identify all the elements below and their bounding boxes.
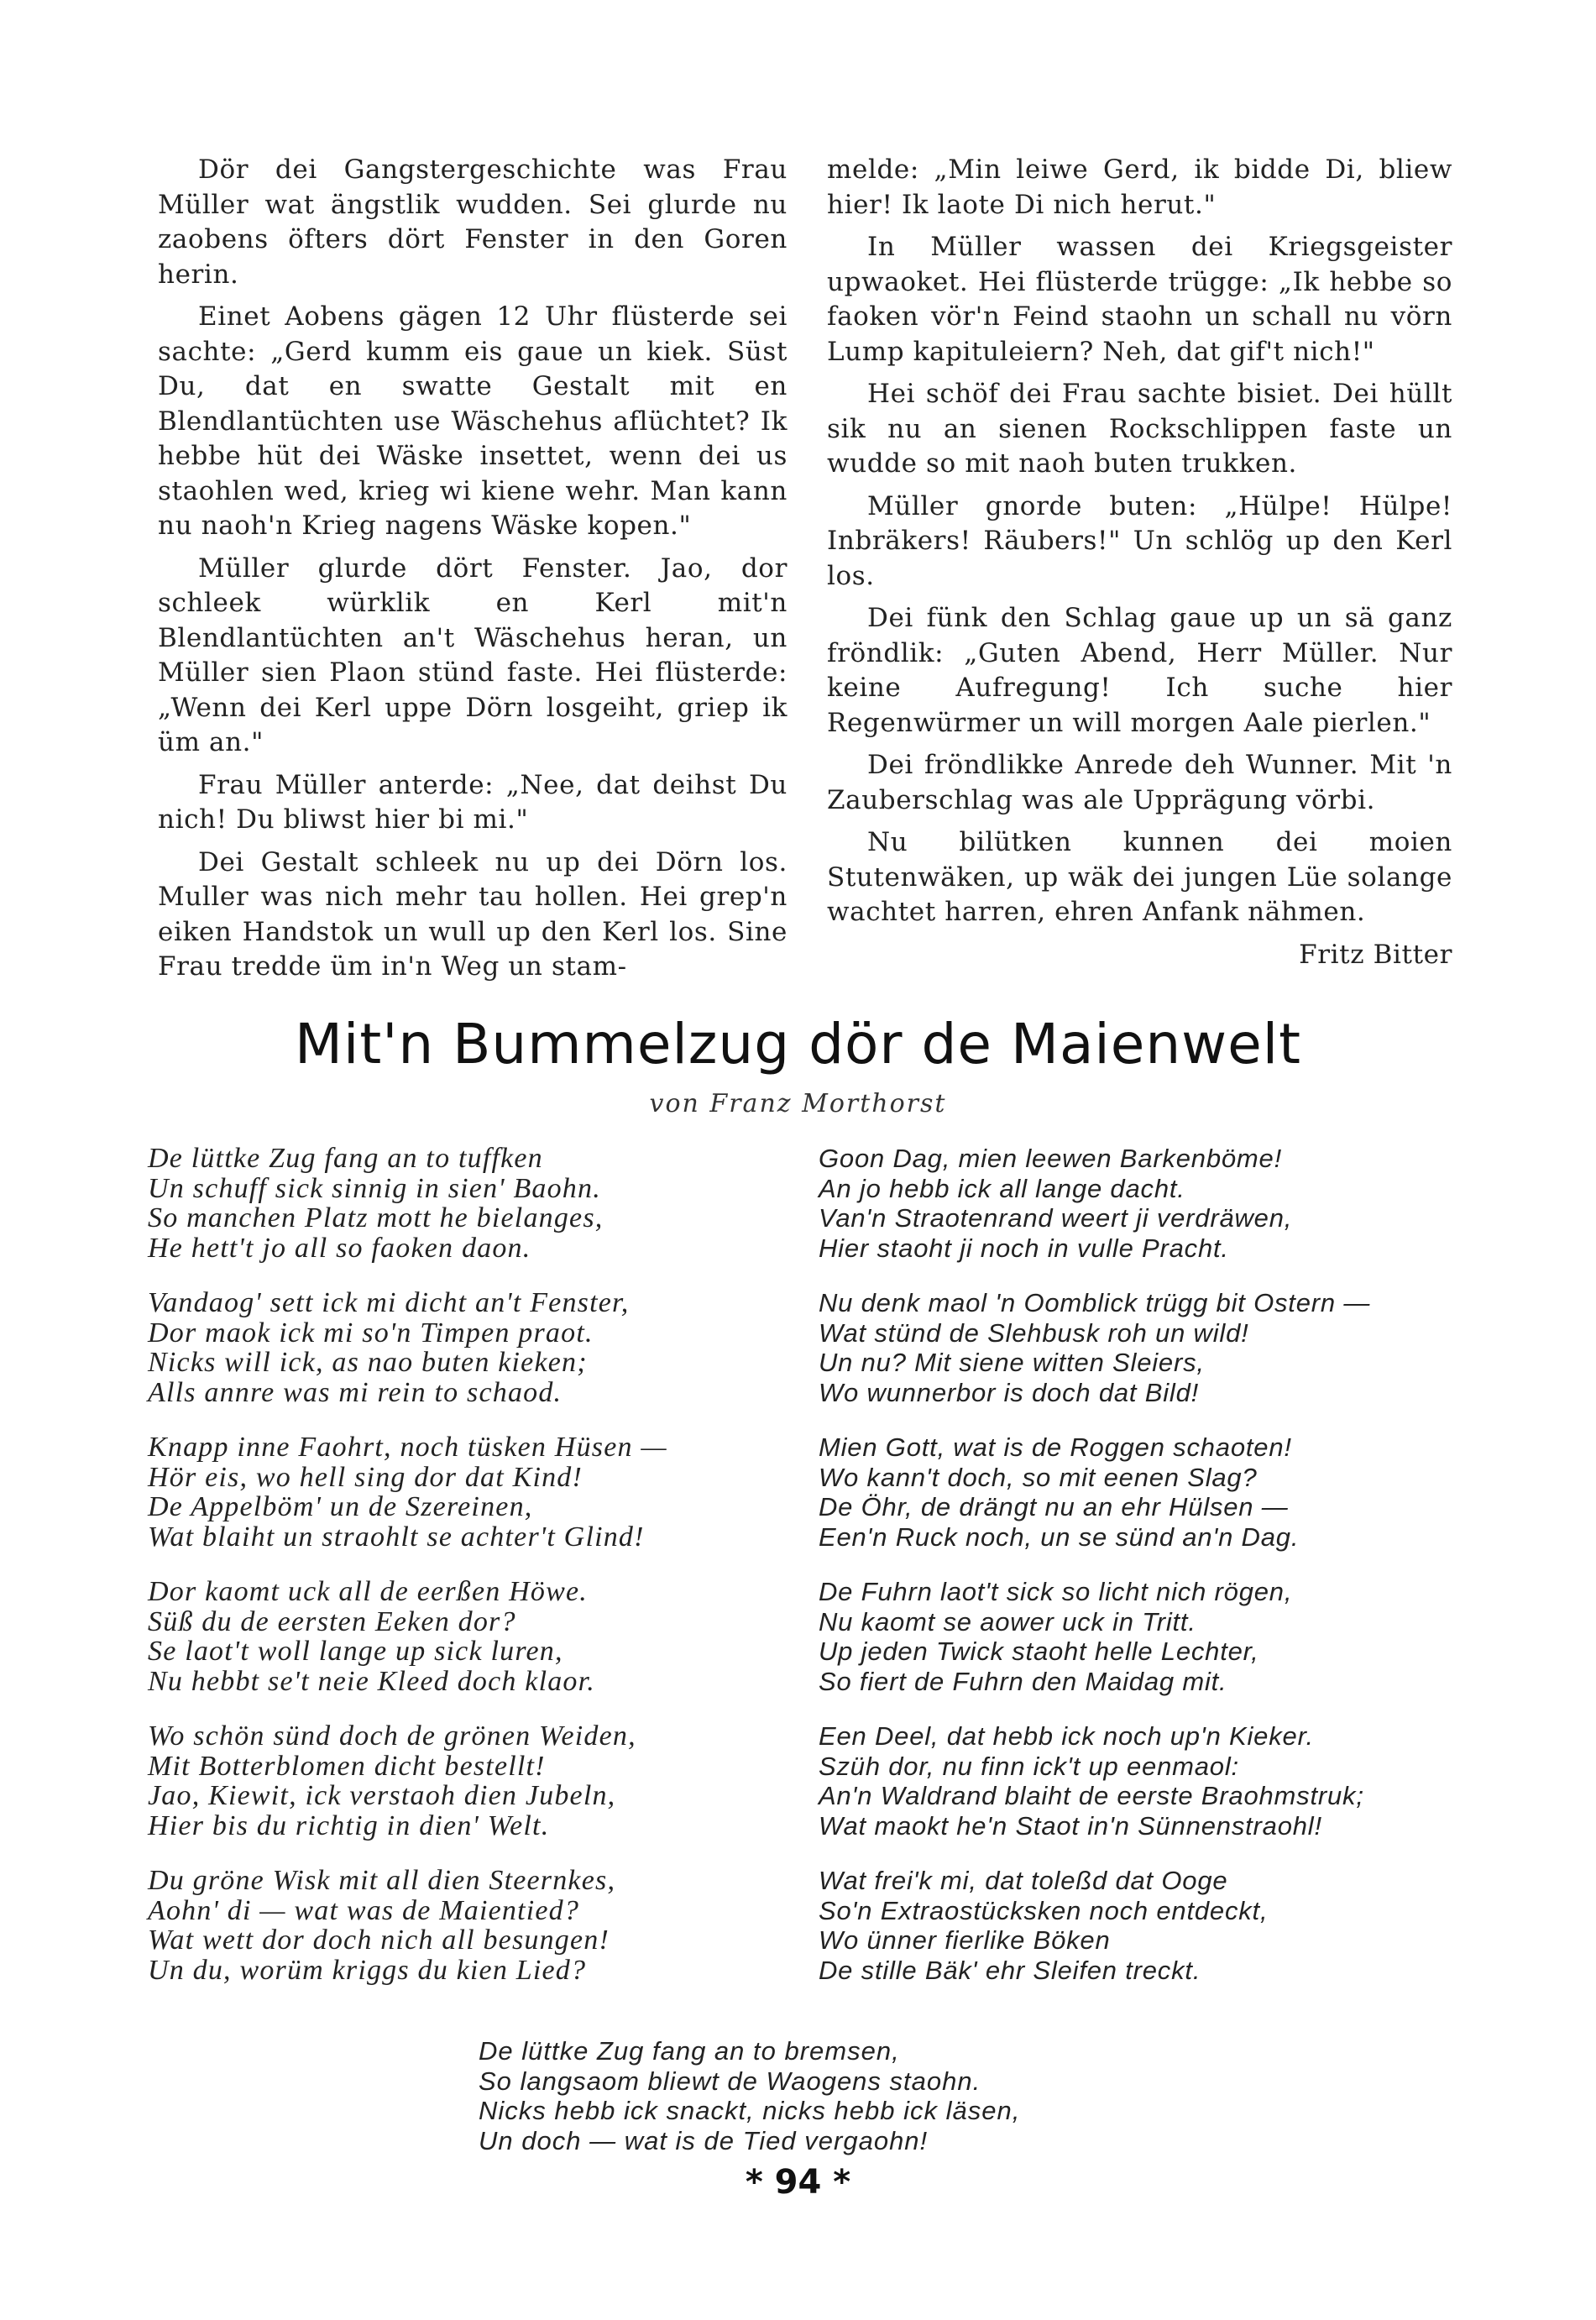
poem-line: Nicks hebb ick snackt, nicks hebb ick läsen, [479, 2096, 1021, 2125]
poem-line: De Öhr, de drängt nu an ehr Hülsen — [819, 1492, 1289, 1521]
poem-line: De Appelböm' un de Szereinen, [148, 1491, 533, 1522]
poem-line: Goon Dag, mien leewen Barkenböme! [819, 1144, 1282, 1173]
poem-line: Wat stünd de Slehbusk roh un wild! [819, 1317, 1249, 1348]
poem-line: Een Deel, dat hebb ick noch up'n Kieker. [819, 1721, 1314, 1751]
page-number: * 94 * [745, 2163, 851, 2202]
poem-line: Up jeden Twick staoht helle Lechter, [819, 1637, 1259, 1666]
poem-line: Jao, Kiewit, ick verstaoh dien Jubeln, [148, 1780, 616, 1811]
poem-line: De lüttke Zug fang an to bremsen, [479, 2036, 900, 2066]
poem-line: Un schuff sick sinnig in sien' Baohn. [148, 1172, 601, 1204]
poem-line: Wat blaiht un straohlt se achter't Glind! [148, 1521, 645, 1553]
poem-line: Un doch — wat is de Tied vergaohn! [479, 2125, 929, 2155]
poem-line: So'n Extraostücksken noch entdeckt, [819, 1895, 1269, 1925]
poem-line: De stille Bäk' ehr Sleifen treckt. [819, 1955, 1201, 1985]
story-paragraph: Müller glurde dört Fenster. Jao, dor schleek würklik en Kerl mit'n Blendlantüchten an't Wäschehus heran, un Müller sien Plaon stünd faste. Hei flüsterde: „Wenn dei Kerl uppe Dörn losgeiht, griep ik üm an." [158, 553, 788, 757]
poem-line: Un du, worüm kriggs du kien Lied? [148, 1954, 587, 1986]
poem-line: Mit Botterblomen dicht bestellt! [148, 1750, 546, 1782]
story-paragraph: Dei fröndlikke Anrede deh Wunner. Mit 'n Zauberschlag was ale Upprägung vörbi. [827, 750, 1452, 815]
poem-stanza [819, 1577, 1507, 1696]
story-paragraph: Müller gnorde buten: „Hülpe! Hülpe! Inbräkers! Räubers!" Un schlög up den Kerl los. [827, 490, 1452, 591]
poem-stanza [148, 1432, 819, 1552]
poem-line: Un nu? Mit siene witten Sleiers, [819, 1348, 1205, 1377]
poem-line: Dor maok ick mi so'n Timpen praot. [148, 1317, 594, 1349]
story-paragraph: Dei fünk den Schlag gaue up un sä ganz fröndlik: „Guten Abend, Herr Müller. Nur keine Aufregung! Ich suche hier Regenwürmer un will morgen Aale pierlen." [827, 603, 1452, 738]
poem-stanza [819, 1144, 1507, 1263]
poem-line: Hör eis, wo hell sing dor dat Kind! [148, 1461, 583, 1493]
poem-stanza [148, 1288, 819, 1407]
poem-line: Wat wett dor doch nich all besungen! [148, 1925, 610, 1956]
poem-line: So langsaom bliewt de Waogens staohn. [479, 2066, 981, 2096]
story-paragraph: Dei Gestalt schleek nu up dei Dörn los. Muller was nich mehr tau hollen. Hei grep'n eiken Handstok un wull up den Kerl los. Sine Frau tredde üm in'n Weg un stam- [158, 846, 788, 982]
poem-line: Nicks will ick, as nao buten kieken; [148, 1347, 588, 1378]
story-paragraph: Hei schöf dei Frau sachte bisiet. Dei hüllt sik nu an sienen Rockschlippen faste un wudde so mit naoh buten trukken. [827, 379, 1452, 479]
poem-left-column [148, 1144, 819, 2010]
story-paragraph: Einet Aobens gägen 12 Uhr flüsterde sei sachte: „Gerd kumm eis gaue un kiek. Süst Du, dat en swatte Gestalt mit en Blendlantüchten use Wäschehus aflüchtet? Ik hebbe hüt dei Wäske insettet, wenn dei us staohlen wed, krieg wi kiene wehr. Man kann nu naoh'n Krieg nagens Wäske kopen." [158, 301, 788, 541]
poem-stanza [819, 1866, 1507, 1985]
poem-stanza [819, 1432, 1507, 1552]
poem-line: Alls annre was mi rein to schaod. [148, 1376, 563, 1408]
poem-line: Hier bis du richtig in dien' Welt. [148, 1809, 550, 1841]
poem-line: Du gröne Wisk mit all dien Steernkes, [148, 1865, 616, 1896]
poem-line: Vandaog' sett ick mi dicht an't Fenster, [148, 1287, 630, 1318]
poem-line: So fiert de Fuhrn den Maidag mit. [819, 1666, 1227, 1696]
story-right-column [827, 153, 1452, 972]
story-left-column [158, 153, 788, 992]
poem-title: Mit'n Bummelzug dör de Maienwelt [295, 1012, 1301, 1076]
poem-line: Nu denk maol 'n Oomblick trügg bit Ostern — [819, 1288, 1371, 1317]
poem-line: Knapp inne Faohrt, noch tüsken Hüsen — [148, 1432, 667, 1463]
poem-line: An'n Waldrand blaiht de eerste Braohmstruk; [819, 1781, 1364, 1810]
poem-line: Wo wunnerbor is doch dat Bild! [819, 1377, 1200, 1407]
poem-line: So manchen Platz mott he bielanges, [148, 1202, 604, 1233]
story-paragraph: Dör dei Gangstergeschichte was Frau Müller wat ängstlik wudden. Sei glurde nu zaobens öfters dört Fenster in den Goren herin. [158, 154, 788, 290]
poem-line: Van'n Straotenrand weert ji verdräwen, [819, 1203, 1293, 1233]
poem-line: Wo kann't doch, so mit eenen Slag? [819, 1462, 1258, 1492]
poem-line: Wat frei'k mi, dat toleßd dat Ooge [819, 1866, 1228, 1895]
story-paragraph: Nu bilütken kunnen dei moien Stutenwäken, up wäk dei jungen Lüe solange wachtet harren, ehren Anfank nähmen. [827, 827, 1452, 927]
poem-line: Wat maokt he'n Staot in'n Sünnenstraohl! [819, 1810, 1322, 1841]
poem-stanza [819, 1721, 1507, 1841]
poem-final-stanza [479, 2036, 1234, 2155]
poem-line: De Fuhrn laot't sick so licht nich rögen, [819, 1577, 1293, 1606]
poem-line: Hier staoht ji noch in vulle Pracht. [819, 1233, 1229, 1263]
poem-author: von Franz Morthorst [649, 1089, 947, 1118]
poem-stanza [148, 1577, 819, 1696]
story-paragraph: Frau Müller anterde: „Nee, dat deihst Du nich! Du bliwst hier bi mi." [158, 769, 788, 835]
poem-line: Süß du de eersten Eeken dor? [148, 1605, 516, 1637]
poem-line: Nu hebbt se't neie Kleed doch klaor. [148, 1665, 595, 1697]
poem-line: Aohn' di — wat was de Maientied? [148, 1894, 580, 1926]
poem-stanza [148, 1144, 819, 1263]
poem-right-column [819, 1144, 1507, 2010]
story-paragraph: In Müller wassen dei Kriegsgeister upwaoket. Hei flüsterde trügge: „Ik hebbe so faoken vör'n Feind staohn un schall nu vörn Lump kapituleiern? Neh, dat gif't nich!" [827, 232, 1452, 367]
poem-stanza [148, 1721, 819, 1841]
poem-line: Dor kaomt uck all de eerßen Höwe. [148, 1576, 588, 1607]
story-signature: Fritz Bitter [1299, 939, 1452, 970]
poem-line: Een'n Ruck noch, un se sünd an'n Dag. [819, 1521, 1300, 1552]
poem-line: Wo schön sünd doch de grönen Weiden, [148, 1720, 636, 1752]
poem-line: He hett't jo all so faoken daon. [148, 1232, 531, 1264]
poem-line: An jo hebb ick all lange dacht. [819, 1173, 1185, 1203]
poem-line: Se laot't woll lange up sick luren, [148, 1636, 563, 1667]
poem-line: Nu kaomt se aower uck in Tritt. [819, 1606, 1196, 1637]
poem-stanza [819, 1288, 1507, 1407]
poem-line: Szüh dor, nu finn ick't up eenmaol: [819, 1751, 1239, 1781]
poem-stanza [148, 1866, 819, 1985]
poem-line: Wo ünner fierlike Böken [819, 1925, 1111, 1955]
story-paragraph: melde: „Min leiwe Gerd, ik bidde Di, bliew hier! Ik laote Di nich herut." [827, 154, 1452, 220]
poem-line: De lüttke Zug fang an to tuffken [148, 1143, 543, 1174]
poem-line: Mien Gott, wat is de Roggen schaoten! [819, 1432, 1292, 1462]
